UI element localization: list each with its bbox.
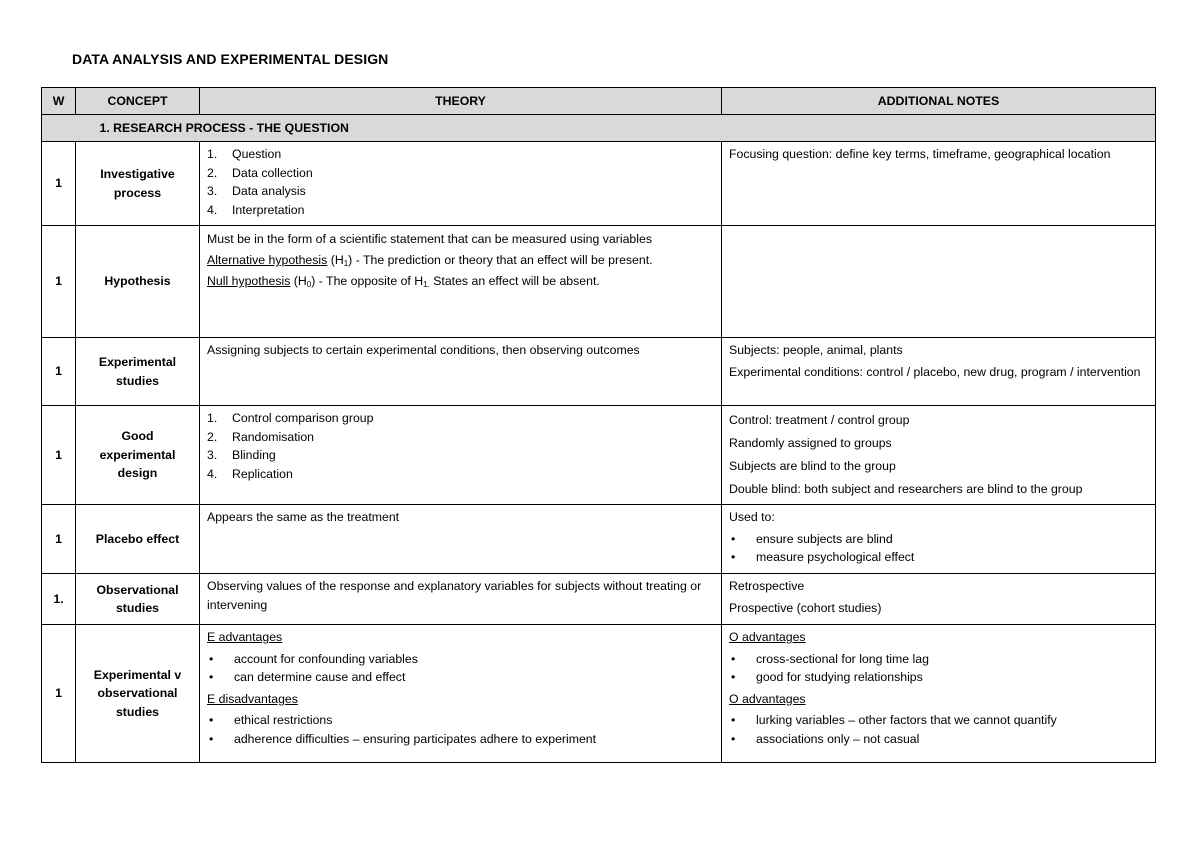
- notes-cell: [722, 142, 1156, 226]
- numbered-item: 3. Blinding: [207, 448, 276, 462]
- theory-cell: [200, 574, 722, 625]
- notes-cell: [722, 226, 1156, 338]
- table-row: [42, 226, 1156, 338]
- note-line: Subjects are blind to the group: [729, 459, 896, 473]
- header-w: W: [42, 88, 76, 115]
- list-item: • associations only – not casual: [731, 731, 920, 746]
- table-header-row: [42, 88, 1156, 115]
- concept-cell: Investigative process: [76, 142, 200, 226]
- list-heading: O advantages: [729, 691, 806, 706]
- theory-cell: [200, 406, 722, 505]
- section-row: [42, 115, 1156, 142]
- theory-cell: [200, 142, 722, 226]
- list-item: • cross-sectional for long time lag: [731, 651, 929, 666]
- note-line: Prospective (cohort studies): [729, 600, 882, 615]
- list-item: • good for studying relationships: [731, 670, 923, 684]
- concept-table: [41, 87, 1156, 763]
- list-item: • account for confounding variables: [209, 651, 418, 666]
- table-row: [42, 625, 1156, 763]
- notes-cell: [722, 625, 1156, 763]
- week-cell: 1: [42, 406, 76, 505]
- numbered-item: 1. Question: [207, 147, 282, 161]
- concept-cell: Experimental studies: [76, 338, 200, 406]
- week-cell: 1: [42, 142, 76, 226]
- concept-cell: Good experimental design: [76, 406, 200, 505]
- numbered-item: 3. Data analysis: [207, 184, 306, 198]
- concept-cell: Hypothesis: [76, 226, 200, 338]
- table-row: [42, 574, 1156, 625]
- document-title: DATA ANALYSIS AND EXPERIMENTAL DESIGN: [72, 51, 389, 67]
- list-item: • measure psychological effect: [731, 550, 915, 564]
- hypothesis-definition: Must be in the form of a scientific statement that can be measured using variables: [207, 232, 652, 246]
- week-cell: 1: [42, 338, 76, 406]
- numbered-item: 4. Interpretation: [207, 202, 305, 217]
- header-additional-notes: ADDITIONAL NOTES: [722, 88, 1156, 115]
- numbered-item: 2. Randomisation: [207, 429, 315, 444]
- note-line: Focusing question: define key terms, timeframe, geographical location: [729, 147, 1111, 161]
- notes-cell: [722, 505, 1156, 574]
- list-heading: O advantages: [729, 630, 806, 644]
- theory-text: Observing values of the response and explanatory variables for subjects without treating or intervening: [207, 579, 702, 612]
- table-row: [42, 142, 1156, 226]
- theory-text: Appears the same as the treatment: [207, 510, 400, 524]
- list-heading: E advantages: [207, 630, 283, 644]
- notes-cell: [722, 574, 1156, 625]
- week-cell: 1: [42, 505, 76, 574]
- concept-cell: Placebo effect: [76, 505, 200, 574]
- note-line: Retrospective: [729, 579, 805, 593]
- notes-cell: [722, 406, 1156, 505]
- numbered-item: 4. Replication: [207, 466, 293, 481]
- numbered-item: 1. Control comparison group: [207, 411, 374, 425]
- null-hypothesis: Null hypothesis $(H_0)$ - The opposite of $H_{1.}$ States an effect will be absent.: [207, 274, 600, 289]
- alternative-hypothesis: Alternative hypothesis $(H_1)$ - The prediction or theory that an effect will be present.: [207, 253, 653, 268]
- theory-cell: [200, 505, 722, 574]
- note-line: Control: treatment / control group: [729, 413, 910, 427]
- theory-cell: [200, 338, 722, 406]
- table-row: [42, 505, 1156, 574]
- list-item: • can determine cause and effect: [209, 670, 406, 684]
- note-line: Used to:: [729, 510, 775, 524]
- note-line: Experimental conditions: control / placebo, new drug, program / intervention: [729, 364, 1141, 379]
- note-line: Randomly assigned to groups: [729, 436, 892, 450]
- week-cell: 1: [42, 625, 76, 763]
- header-theory: THEORY: [200, 88, 722, 115]
- list-item: • ensure subjects are blind: [731, 531, 893, 546]
- note-line: Subjects: people, animal, plants: [729, 343, 903, 357]
- concept-cell: Experimental v observational studies: [76, 625, 200, 763]
- week-cell: 1: [42, 226, 76, 338]
- header-concept: CONCEPT: [76, 88, 200, 115]
- section-title: 1. RESEARCH PROCESS - THE QUESTION: [76, 115, 1156, 142]
- concept-cell: Observational studies: [76, 574, 200, 625]
- table-row: [42, 406, 1156, 505]
- note-line: Double blind: both subject and researchers are blind to the group: [729, 482, 1083, 496]
- theory-cell: [200, 625, 722, 763]
- theory-text: Assigning subjects to certain experimental conditions, then observing outcomes: [207, 343, 640, 357]
- list-item: • lurking variables – other factors that we cannot quantify: [731, 713, 1057, 727]
- list-heading: E disadvantages: [207, 691, 298, 706]
- week-cell: 1.: [42, 574, 76, 625]
- table-row: [42, 338, 1156, 406]
- theory-cell: [200, 226, 722, 338]
- list-item: • ethical restrictions: [209, 713, 333, 727]
- numbered-item: 2. Data collection: [207, 165, 313, 180]
- notes-cell: [722, 338, 1156, 406]
- list-item: • adherence difficulties – ensuring participates adhere to experiment: [209, 731, 597, 746]
